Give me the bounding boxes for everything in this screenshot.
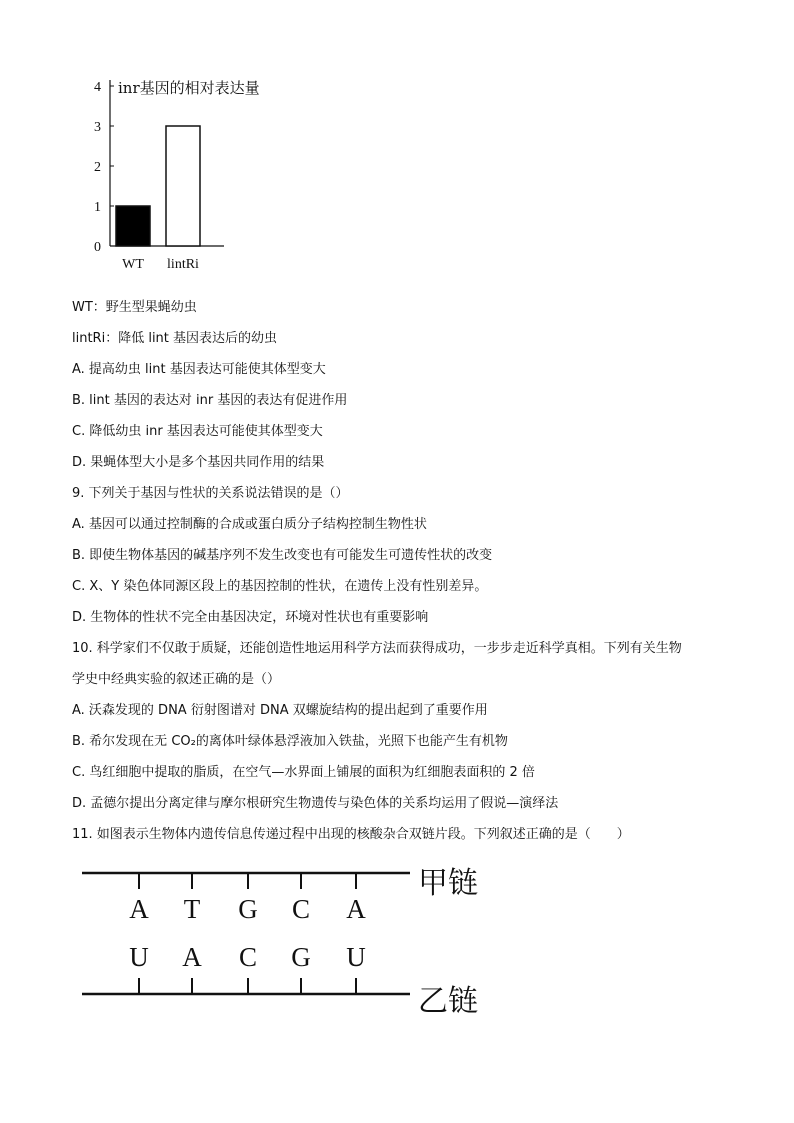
- note-wt: WT：野生型果蝇幼虫: [72, 300, 197, 315]
- q8-option-c: C. 降低幼虫 inr 基因表达可能使其体型变大: [72, 424, 323, 439]
- y-tick-label: 2: [94, 160, 101, 175]
- strand-b-ticks: [139, 978, 356, 994]
- strand-b-label: 乙链: [418, 984, 478, 1019]
- inr-expression-chart: [88, 70, 260, 280]
- strand-a-base: A: [346, 894, 366, 924]
- strand-a-ticks: [139, 873, 356, 889]
- q8-option-a: A. 提高幼虫 lint 基因表达可能使其体型变大: [72, 362, 326, 377]
- strand-a-label: 甲链: [418, 866, 478, 901]
- y-tick-label: 4: [94, 80, 101, 95]
- q9-option-d: D. 生物体的性状不完全由基因决定，环境对性状也有重要影响: [72, 610, 429, 625]
- q9-option-a: A. 基因可以通过控制酶的合成或蛋白质分子结构控制生物性状: [72, 517, 427, 532]
- q9-option-b: B. 即使生物体基因的碱基序列不发生改变也有可能发生可遗传性状的改变: [72, 548, 493, 563]
- q10-stem-line2: 学史中经典实验的叙述正确的是（）: [72, 672, 281, 687]
- hybrid-strand-figure: [80, 858, 500, 1018]
- strand-b-base: C: [238, 942, 257, 972]
- bar-lintRi: [166, 126, 200, 246]
- q9-stem: 9. 下列关于基因与性状的关系说法错误的是（）: [72, 486, 349, 501]
- strand-b-base: A: [182, 942, 202, 972]
- y-tick-label: 0: [94, 240, 101, 255]
- note-lintri: lintRi：降低 lint 基因表达后的幼虫: [72, 331, 278, 346]
- strand-a-base: C: [291, 894, 310, 924]
- x-labels: [122, 257, 199, 272]
- y-tick-label: 3: [94, 120, 101, 135]
- q10-option-d: D. 孟德尔提出分离定律与摩尔根研究生物遗传与染色体的关系均运用了假说—演绎法: [72, 796, 559, 811]
- y-tick-label: 1: [94, 200, 101, 215]
- y-ticks: [94, 80, 114, 255]
- x-tick-label: WT: [122, 257, 144, 272]
- strand-b-base: G: [291, 942, 311, 972]
- question-text: [72, 292, 732, 850]
- bars: [116, 126, 200, 246]
- q9-option-c: C. X、Y 染色体同源区段上的基因控制的性状，在遗传上没有性别差异。: [72, 579, 488, 594]
- q11-stem: 11. 如图表示生物体内遗传信息传递过程中出现的核酸杂合双链片段。下列叙述正确的是（ ）: [72, 827, 630, 842]
- strand-a-base: A: [129, 894, 149, 924]
- bar-WT: [116, 206, 150, 246]
- strand-b-base: U: [346, 942, 366, 972]
- q10-option-a: A. 沃森发现的 DNA 衍射图谱对 DNA 双螺旋结构的提出起到了重要作用: [72, 703, 488, 718]
- q8-option-d: D. 果蝇体型大小是多个基因共同作用的结果: [72, 455, 325, 470]
- chart-title: inr基因的相对表达量: [118, 79, 260, 97]
- strand-a-base: G: [238, 894, 258, 924]
- q10-stem-line1: 10. 科学家们不仅敢于质疑，还能创造性地运用科学方法而获得成功，一步步走近科学真相。下列有关生物: [72, 641, 682, 656]
- q10-option-c: C. 鸟红细胞中提取的脂质，在空气—水界面上铺展的面积为红细胞表面积的 2 倍: [72, 765, 535, 780]
- strand-b-base: U: [129, 942, 149, 972]
- chart-svg: [88, 70, 260, 280]
- x-tick-label: lintRi: [167, 257, 199, 272]
- q8-option-b: B. lint 基因的表达对 inr 基因的表达有促进作用: [72, 393, 348, 408]
- strand-a-base: T: [183, 894, 201, 924]
- strand-lines: [80, 858, 420, 1018]
- q10-option-b: B. 希尔发现在无 CO₂的离体叶绿体悬浮液加入铁盐，光照下也能产生有机物: [72, 734, 508, 749]
